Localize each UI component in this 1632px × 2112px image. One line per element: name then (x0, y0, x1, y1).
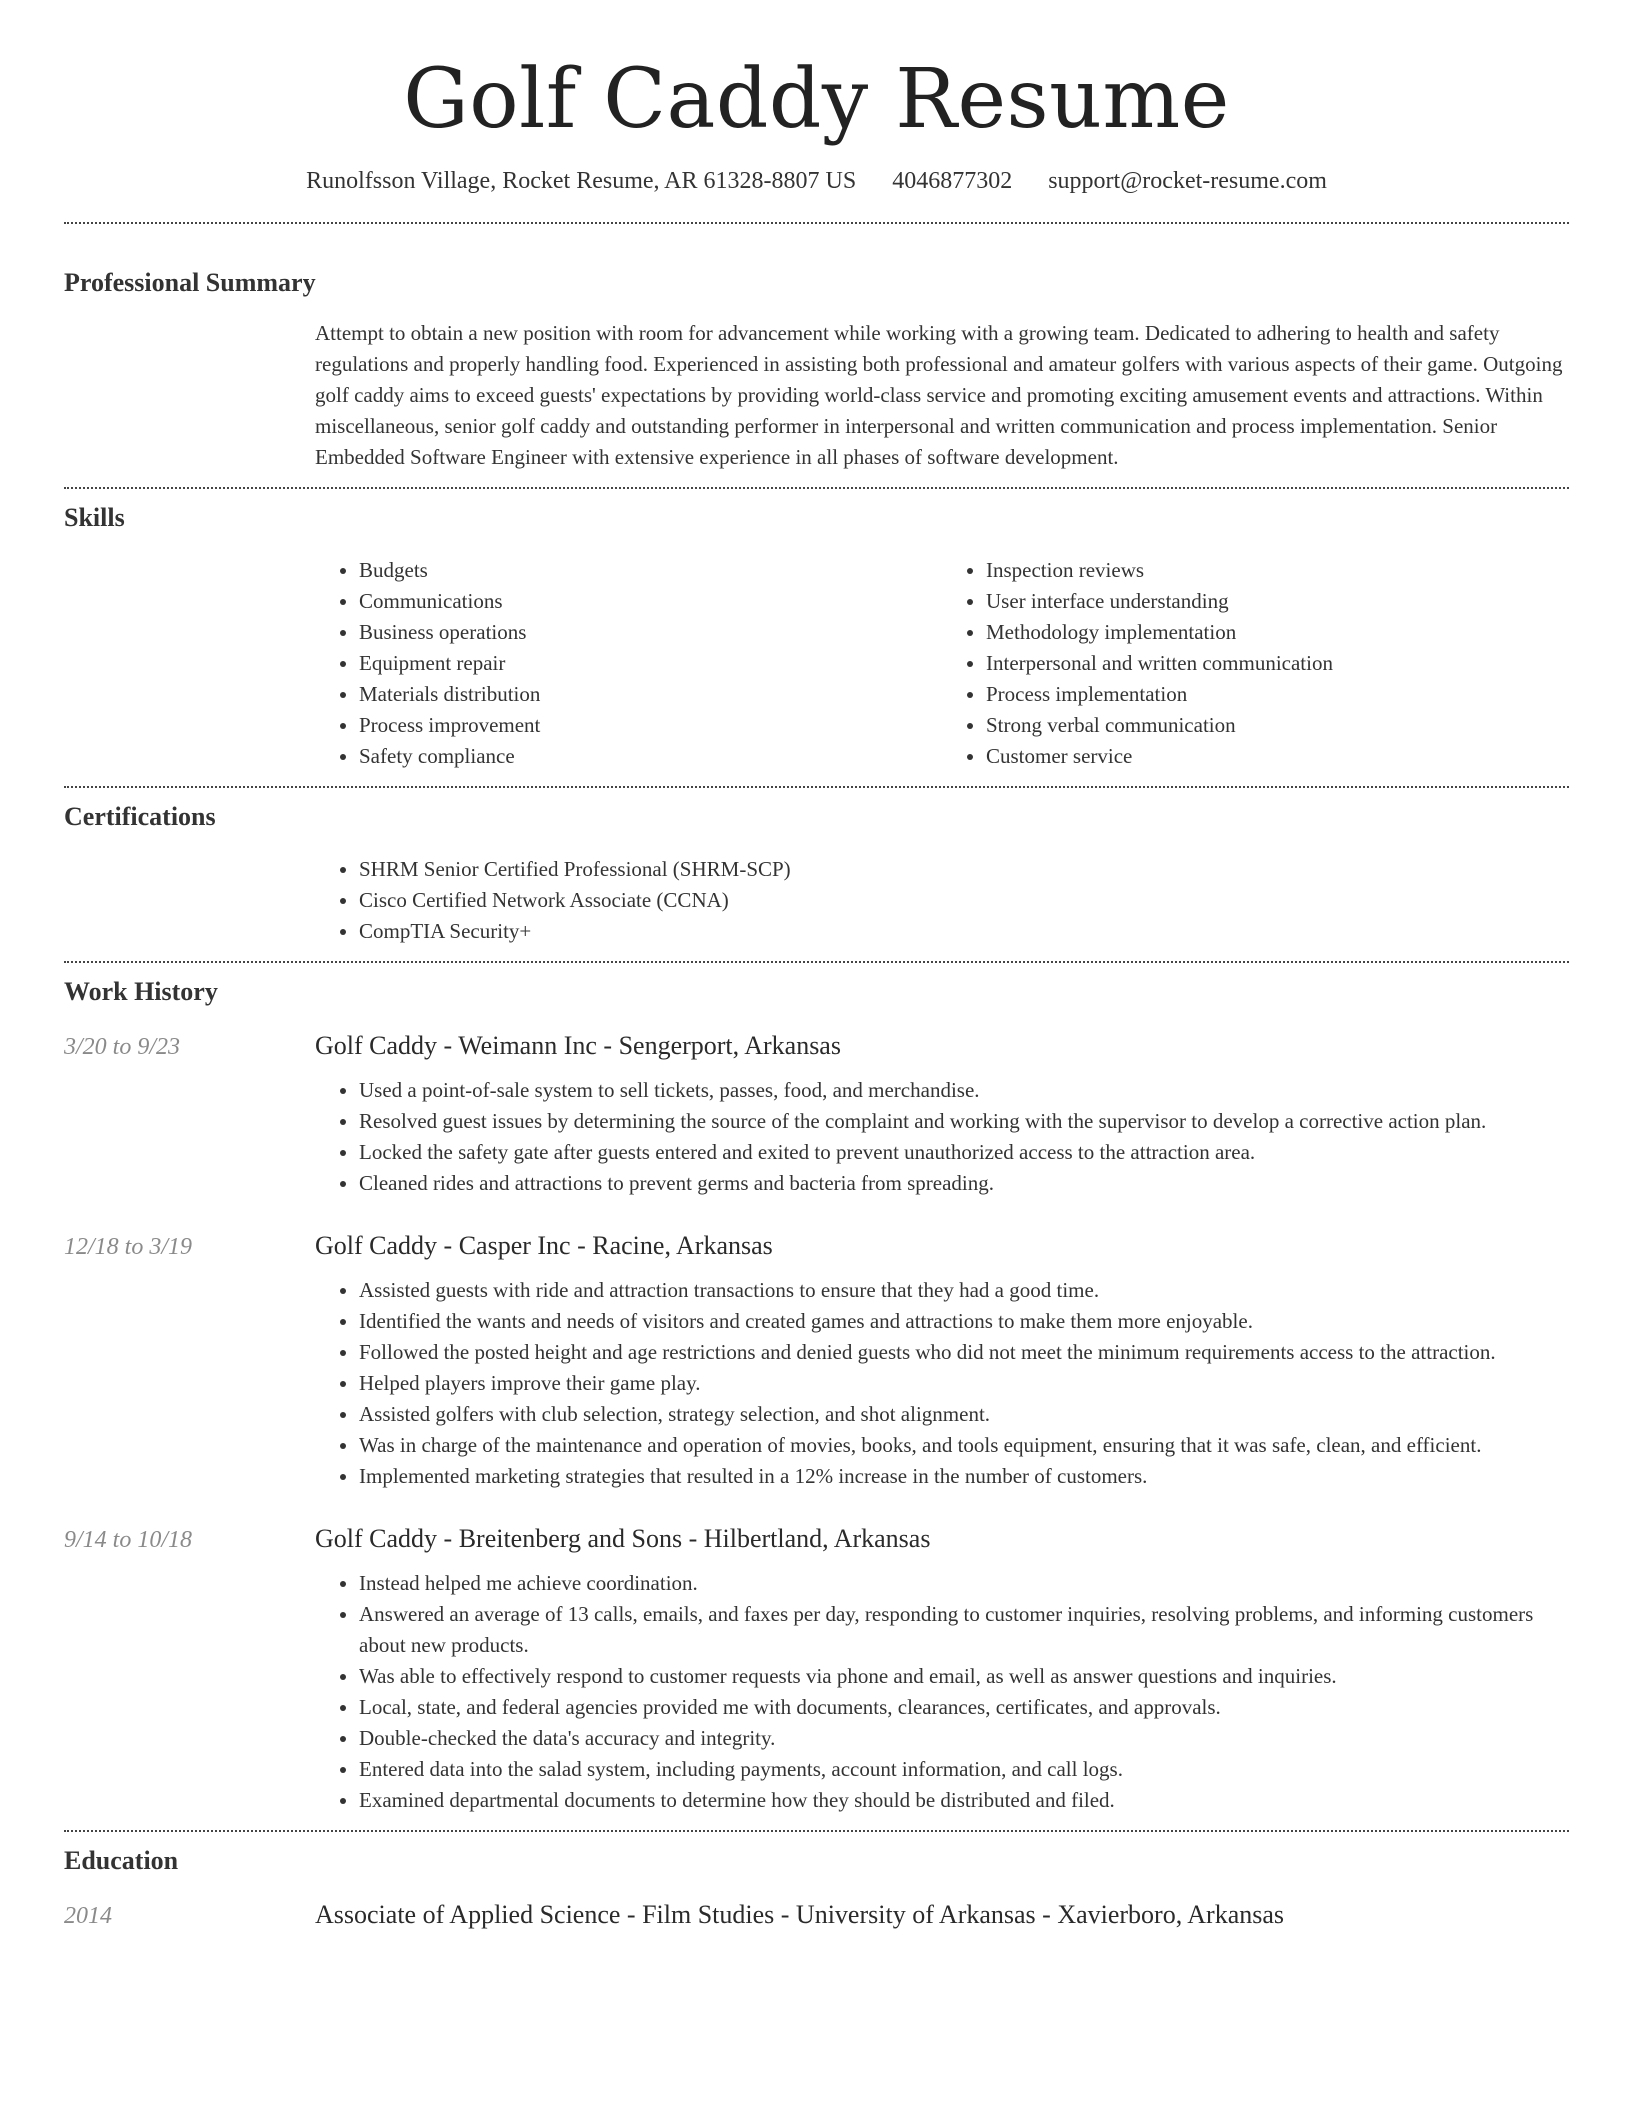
job-duty: • Double-checked the data's accuracy and integrity. (359, 1723, 1569, 1754)
skill-item: • Process implementation (986, 679, 1569, 710)
skill-item: • Strong verbal communication (986, 710, 1569, 741)
job-duty: • Implemented marketing strategies that resulted in a 12% increase in the number of customers. (359, 1461, 1569, 1492)
skills-list-right (942, 555, 1569, 772)
certification-item: • SHRM Senior Certified Professional (SHRM-SCP) (359, 854, 1569, 885)
skills-list-left (315, 555, 942, 772)
job-duty: • Cleaned rides and attractions to prevent germs and bacteria from spreading. (359, 1168, 1569, 1199)
contact-email: support@rocket-resume.com (1048, 168, 1327, 194)
divider (64, 961, 1569, 963)
page-title: Golf Caddy Resume (403, 52, 1230, 147)
job-duty: • Assisted guests with ride and attraction transactions to ensure that they had a good time. (359, 1275, 1569, 1306)
summary-text: Attempt to obtain a new position with room for advancement while working with a growing team. Dedicated to adhering to health and safety regulations and properly handling food. Experienced in assisting both professional and amateur golfers with various aspects of their game. Outgoing golf caddy aims to exceed guests' expectations by providing world-class service and promoting exciting amusement events and attractions. Within miscellaneous, senior golf caddy and outstanding performer in interpersonal and written communication and process implementation. Senior Embedded Software Engineer with extensive experience in all phases of software development. (315, 321, 1563, 469)
job-duty: • Answered an average of 13 calls, emails, and faxes per day, responding to customer inquiries, resolving problems, and informing customers about new products. (359, 1599, 1569, 1661)
divider (64, 222, 1569, 224)
job-duties (315, 1075, 1569, 1199)
certification-item: • Cisco Certified Network Associate (CCNA) (359, 885, 1569, 916)
skill-item: • Safety compliance (359, 741, 942, 772)
job-duty: • Was in charge of the maintenance and operation of movies, books, and tools equipment, ensuring that it was safe, clean, and efficient. (359, 1430, 1569, 1461)
job-duty: • Was able to effectively respond to customer requests via phone and email, as well as answer questions and inquiries. (359, 1661, 1569, 1692)
skill-item: • Equipment repair (359, 648, 942, 679)
job-title: Golf Caddy - Weimann Inc - Sengerport, Arkansas (315, 1031, 841, 1060)
education-title: Associate of Applied Science - Film Studies - University of Arkansas - Xavierboro, Arkansas (315, 1900, 1285, 1929)
work-history-section (64, 975, 1569, 1816)
skill-item: • Customer service (986, 741, 1569, 772)
education-entry (64, 1900, 1569, 1930)
job-date: 3/20 to 9/23 (64, 1034, 181, 1060)
summary-heading: Professional Summary (64, 268, 316, 297)
work-history-heading: Work History (64, 977, 218, 1006)
summary-section (64, 266, 1569, 473)
skill-item: • Inspection reviews (986, 555, 1569, 586)
job-entry (64, 1524, 1569, 1816)
contact-address: Runolfsson Village, Rocket Resume, AR 61328-8807 US (306, 168, 857, 194)
job-date: 12/18 to 3/19 (64, 1234, 193, 1260)
job-duty: • Identified the wants and needs of visitors and created games and attractions to make them more enjoyable. (359, 1306, 1569, 1337)
resume-page (64, 0, 1569, 1930)
divider (64, 487, 1569, 489)
job-duty: • Local, state, and federal agencies provided me with documents, clearances, certificates, and approvals. (359, 1692, 1569, 1723)
job-duty: • Followed the posted height and age restrictions and denied guests who did not meet the minimum requirements access to the attraction. (359, 1337, 1569, 1368)
job-title: Golf Caddy - Casper Inc - Racine, Arkansas (315, 1231, 773, 1260)
job-duty: • Helped players improve their game play. (359, 1368, 1569, 1399)
skill-item: • Communications (359, 586, 942, 617)
certifications-list (315, 854, 1569, 947)
contact-line (64, 166, 1569, 196)
skill-item: • Materials distribution (359, 679, 942, 710)
job-duty: • Resolved guest issues by determining the source of the complaint and working with the supervisor to develop a corrective action plan. (359, 1106, 1569, 1137)
contact-phone: 4046877302 (892, 168, 1013, 194)
skill-item: • User interface understanding (986, 586, 1569, 617)
skill-item: • Interpersonal and written communication (986, 648, 1569, 679)
job-title: Golf Caddy - Breitenberg and Sons - Hilbertland, Arkansas (315, 1524, 931, 1553)
certifications-section (64, 800, 1569, 947)
skills-heading: Skills (64, 503, 125, 532)
job-duties (315, 1568, 1569, 1816)
education-heading: Education (64, 1846, 179, 1875)
job-duties (315, 1275, 1569, 1492)
education-date: 2014 (64, 1903, 112, 1929)
job-entry (64, 1231, 1569, 1492)
certifications-heading: Certifications (64, 802, 216, 831)
skill-item: • Methodology implementation (986, 617, 1569, 648)
job-entry (64, 1031, 1569, 1199)
job-duty: • Used a point-of-sale system to sell tickets, passes, food, and merchandise. (359, 1075, 1569, 1106)
skill-item: • Process improvement (359, 710, 942, 741)
job-date: 9/14 to 10/18 (64, 1527, 193, 1553)
skill-item: • Budgets (359, 555, 942, 586)
skills-grid (315, 555, 1569, 772)
education-section (64, 1844, 1569, 1930)
skill-item: • Business operations (359, 617, 942, 648)
skills-section (64, 501, 1569, 772)
job-duty: • Locked the safety gate after guests entered and exited to prevent unauthorized access to the attraction area. (359, 1137, 1569, 1168)
certification-item: • CompTIA Security+ (359, 916, 1569, 947)
divider (64, 786, 1569, 788)
job-duty: • Assisted golfers with club selection, strategy selection, and shot alignment. (359, 1399, 1569, 1430)
job-duty: • Instead helped me achieve coordination. (359, 1568, 1569, 1599)
divider (64, 1830, 1569, 1832)
job-duty: • Entered data into the salad system, including payments, account information, and call logs. (359, 1754, 1569, 1785)
job-duty: • Examined departmental documents to determine how they should be distributed and filed. (359, 1785, 1569, 1816)
